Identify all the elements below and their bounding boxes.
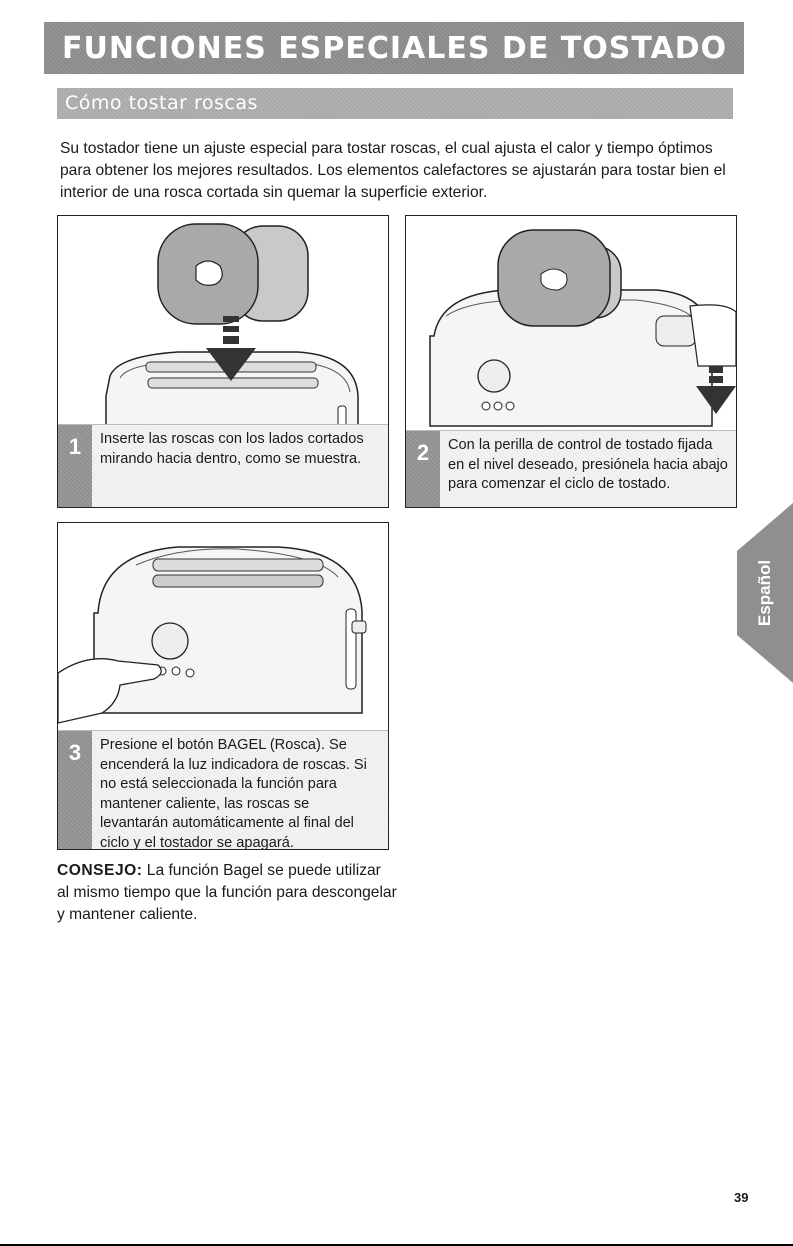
step-2-panel [405,215,737,508]
intro-paragraph: Su tostador tiene un ajuste especial para tostar roscas, el cual ajusta el calor y tiempo óptimos para obtener los mejores resultados. Los elementos calefactores se ajustarán para tostar bien el interior de una rosca cortada sin quemar la superficie exterior. [60,140,726,201]
step-1-number: 1 [58,425,92,507]
page-number: 39 [734,1190,749,1205]
step-1-text: Inserte las roscas con los lados cortados mirando hacia dentro, como se muestra. [100,431,364,467]
tip-text: La función Bagel se puede utilizar al mismo tiempo que la función para descongelar y mantener caliente. [57,862,397,923]
step-1-panel [57,215,389,508]
step-3-panel [57,522,389,850]
step-2-caption [406,430,736,507]
main-title-banner [44,22,744,74]
page-title: FUNCIONES ESPECIALES DE TOSTADO [62,31,728,66]
language-side-tab [737,503,793,683]
step-2-number: 2 [406,431,440,507]
side-tab-label: Español [755,559,774,627]
step-1-caption [58,424,388,507]
section-title-banner [57,88,733,119]
step-3-caption [58,730,388,849]
step-3-number: 3 [58,731,92,849]
section-title: Cómo tostar roscas [65,92,258,114]
tip-label: CONSEJO: [57,862,143,879]
tip-paragraph [57,860,397,926]
step-2-text: Con la perilla de control de tostado fijada en el nivel deseado, presiónela hacia abajo para comenzar el ciclo de tostado. [448,437,728,492]
step-3-text: Presione el botón BAGEL (Rosca). Se encenderá la luz indicadora de roscas. Si no está seleccionada la función para mantener caliente, las roscas se levantarán automáticamente al final del ciclo y el tostador se apagará. [100,737,367,850]
